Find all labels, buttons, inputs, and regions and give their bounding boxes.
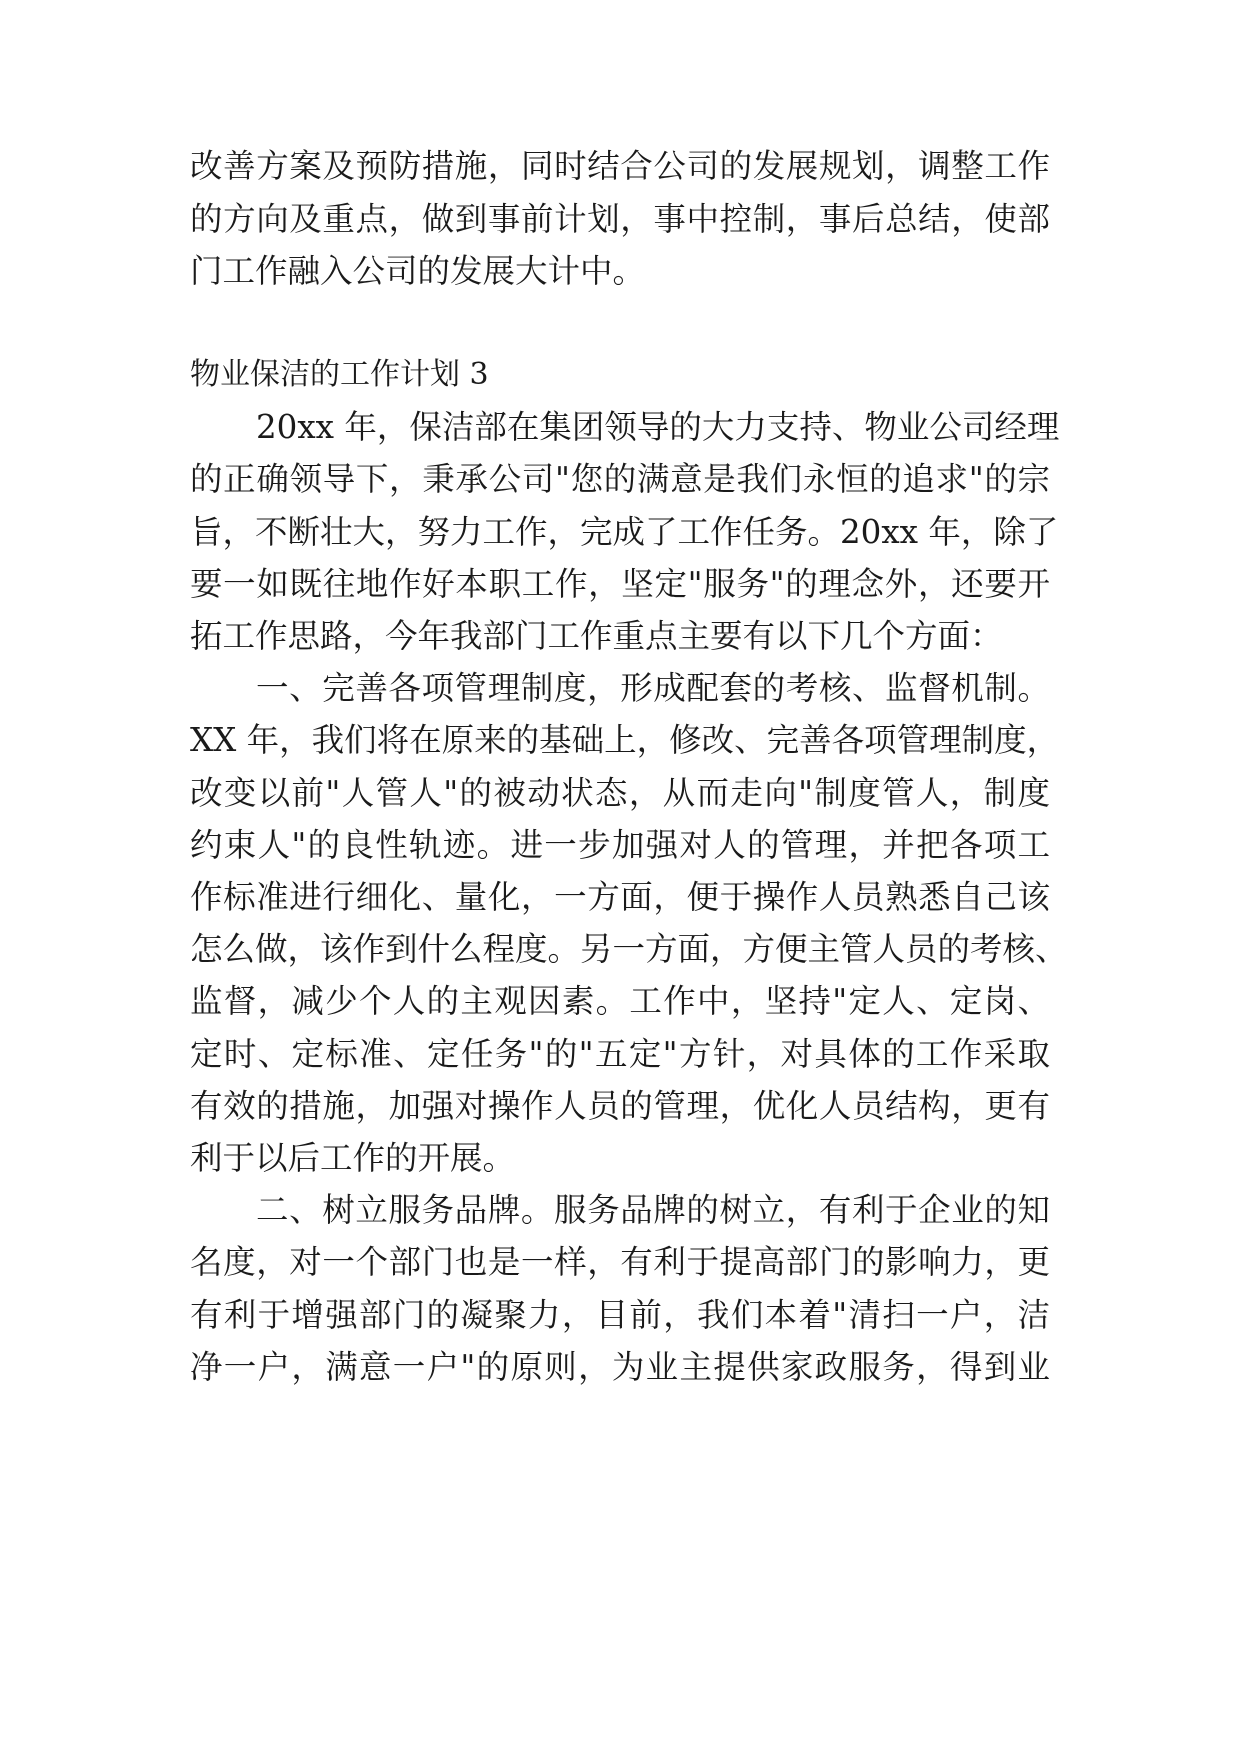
text-line: XX 年，我们将在原来的基础上，修改、完善各项管理制度， <box>190 721 1060 759</box>
text-line: 20xx 年，保洁部在集团领导的大力支持、物业公司经理 <box>256 408 1060 446</box>
text-line: 改变以前"人管人"的被动状态，从而走向"制度管人，制度 <box>190 774 1050 812</box>
section-title: 物业保洁的工作计划 3 <box>190 357 489 392</box>
text-line: 的正确领导下，秉承公司"您的满意是我们永恒的追求"的宗 <box>190 460 1050 498</box>
text-line: 有利于增强部门的凝聚力，目前，我们本着"清扫一户，洁 <box>190 1296 1050 1334</box>
text-line: 定时、定标准、定任务"的"五定"方针，对具体的工作采取 <box>190 1035 1050 1073</box>
text-line: 净一户，满意一户"的原则，为业主提供家政服务，得到业 <box>190 1348 1050 1386</box>
text-line: 门工作融入公司的发展大计中。 <box>190 252 646 290</box>
text-line: 一、完善各项管理制度，形成配套的考核、监督机制。 <box>256 669 1050 707</box>
text-line: 的方向及重点，做到事前计划，事中控制，事后总结，使部 <box>190 200 1050 238</box>
text-line: 监督，减少个人的主观因素。工作中，坚持"定人、定岗、 <box>190 982 1050 1020</box>
text-line: 要一如既往地作好本职工作，坚定"服务"的理念外，还要开 <box>190 565 1050 603</box>
text-line: 名度，对一个部门也是一样，有利于提高部门的影响力，更 <box>190 1243 1050 1281</box>
text-line: 约束人"的良性轨迹。进一步加强对人的管理，并把各项工 <box>190 826 1050 864</box>
text-line: 改善方案及预防措施，同时结合公司的发展规划，调整工作 <box>190 147 1050 185</box>
text-line: 怎么做，该作到什么程度。另一方面，方便主管人员的考核、 <box>190 930 1068 968</box>
text-line: 拓工作思路，今年我部门工作重点主要有以下几个方面： <box>190 617 1003 655</box>
text-line: 旨，不断壮大，努力工作，完成了工作任务。20xx 年，除了 <box>190 513 1059 551</box>
text-line: 作标准进行细化、量化，一方面，便于操作人员熟悉自己该 <box>190 878 1050 916</box>
text-line: 有效的措施，加强对操作人员的管理，优化人员结构，更有 <box>190 1087 1050 1125</box>
text-line: 利于以后工作的开展。 <box>190 1139 516 1177</box>
text-line: 二、树立服务品牌。服务品牌的树立，有利于企业的知 <box>256 1191 1050 1229</box>
